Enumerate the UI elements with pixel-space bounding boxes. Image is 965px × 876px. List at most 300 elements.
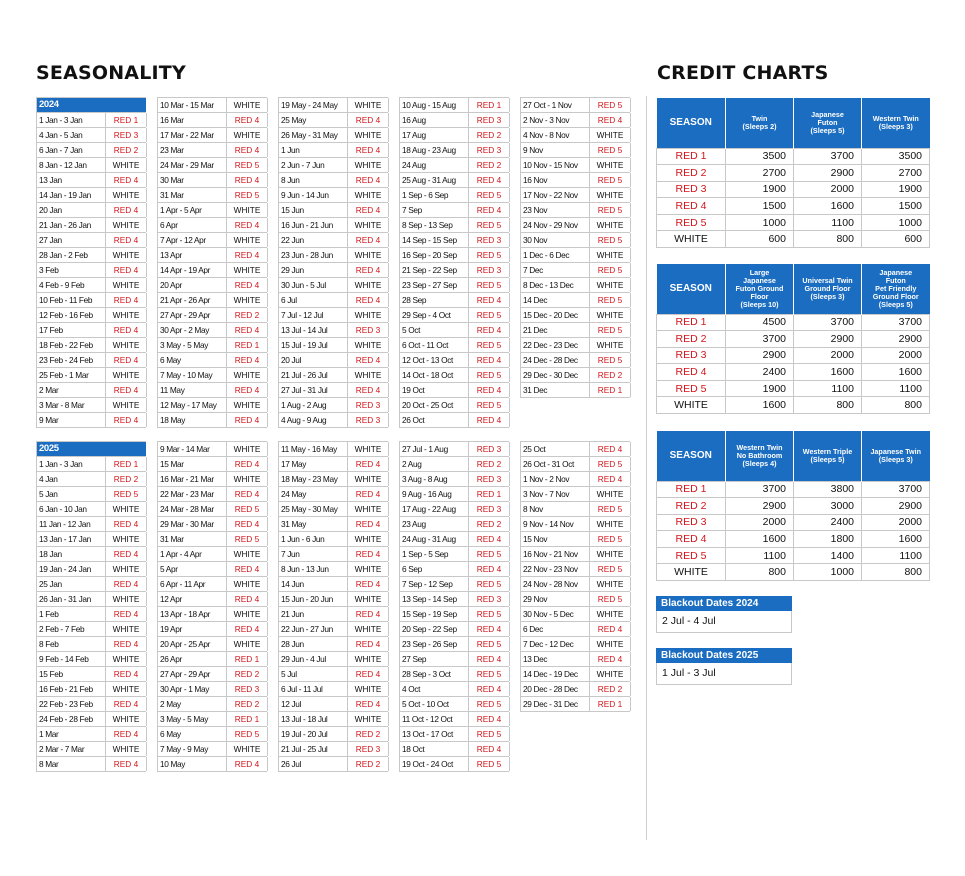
date-range: 19 Jan - 24 Jan [37,562,106,576]
season-row [279,413,388,428]
season-row [279,308,388,323]
date-range: 8 Mar [37,757,106,771]
date-range: 6 May [158,727,227,741]
credit-value: 1600 [726,531,794,548]
season-label: RED 1 [657,148,726,165]
room-type-line: Western Twin [736,442,783,452]
season-label: RED 2 [469,517,510,531]
season-label: WHITE [590,547,631,561]
season-label: RED 4 [227,353,268,367]
season-label: WHITE [227,368,268,382]
season-row [37,637,146,652]
date-range: 1 Jun - 6 Jun [279,532,348,546]
date-range: 1 Aug - 2 Aug [279,398,348,412]
season-row [521,562,630,577]
season-row [400,472,509,487]
season-label: RED 4 [348,263,389,277]
season-row [279,727,388,742]
season-row [158,757,267,772]
date-range: 24 Nov - 28 Nov [521,577,590,591]
season-label: WHITE [590,577,631,591]
season-row [521,308,630,323]
season-label: WHITE [590,248,631,262]
season-label: RED 4 [227,413,268,427]
date-range: 13 Jan - 17 Jan [37,532,106,546]
season-row [158,457,267,472]
season-label: RED 2 [657,331,726,348]
date-range: 30 Mar [158,173,227,187]
date-range: 24 Mar - 29 Mar [158,158,227,172]
season-label: RED 1 [106,457,147,471]
date-range: 1 Mar [37,727,106,741]
date-range: 3 Nov - 7 Nov [521,487,590,501]
season-row [37,487,146,502]
season-row [400,293,509,308]
season-label: RED 4 [106,697,147,711]
room-type-line: Floor [750,291,769,301]
season-row [158,353,267,368]
date-range: 30 Nov [521,233,590,247]
season-label: RED 3 [469,233,510,247]
room-type-header [862,431,930,481]
date-range: 13 Apr - 18 Apr [158,607,227,621]
season-row [158,472,267,487]
credit-value: 800 [794,231,862,248]
season-column [520,97,630,398]
room-type-line: No Bathroom [736,450,783,460]
season-row [400,308,509,323]
season-label: RED 5 [469,667,510,681]
date-range: 19 Jul - 20 Jul [279,727,348,741]
season-label: RED 4 [106,667,147,681]
season-label: WHITE [590,158,631,172]
credit-value: 3500 [862,148,930,165]
season-label: RED 5 [657,380,726,397]
date-range: 28 Jun [279,637,348,651]
date-range: 15 Jun [279,203,348,217]
date-range: 16 Jun - 21 Jun [279,218,348,232]
date-range: 1 Jun [279,143,348,157]
season-label: WHITE [106,218,147,232]
season-row [158,442,267,457]
date-range: 19 Oct - 24 Oct [400,757,469,771]
season-label: WHITE [348,98,389,112]
season-label: WHITE [590,308,631,322]
season-label: RED 3 [657,181,726,198]
season-label: WHITE [348,712,389,726]
season-row [37,338,146,353]
season-label: WHITE [590,487,631,501]
season-row [521,532,630,547]
date-range: 5 Jul [279,667,348,681]
date-range: 17 Aug - 22 Aug [400,502,469,516]
room-type-line: Ground Floor [804,283,851,293]
season-label: RED 5 [227,158,268,172]
season-label: RED 3 [469,502,510,516]
season-label: RED 5 [590,143,631,157]
season-label: WHITE [348,652,389,666]
season-row [521,98,630,113]
date-range: 17 Aug [400,128,469,142]
credit-value: 600 [862,231,930,248]
season-row [400,263,509,278]
season-row [37,278,146,293]
season-row [37,398,146,413]
season-row [158,98,267,113]
date-range: 30 Apr - 2 May [158,323,227,337]
room-type-line: Futon [817,117,838,127]
date-range: 20 Jul [279,353,348,367]
date-range: 18 Jan [37,547,106,561]
credit-row [657,481,930,498]
date-range: 6 Sep [400,562,469,576]
season-label: RED 2 [227,697,268,711]
season-row [37,323,146,338]
season-label: RED 2 [657,498,726,515]
season-row [279,398,388,413]
date-range: 14 Dec - 19 Dec [521,667,590,681]
season-label: RED 4 [469,413,510,427]
season-label: RED 5 [469,547,510,561]
credit-value: 1400 [794,547,862,564]
credit-value: 3700 [726,481,794,498]
season-row [37,607,146,622]
season-label: WHITE [227,472,268,486]
season-row [279,607,388,622]
season-row [158,413,267,428]
season-row [400,353,509,368]
credit-value: 3700 [726,331,794,348]
season-row [521,487,630,502]
date-range: 28 Sep [400,293,469,307]
season-row [400,368,509,383]
room-type-line: Pet Friendly [875,283,917,293]
date-range: 29 Nov [521,592,590,606]
room-type-line: Ground Floor [872,291,919,301]
date-range: 2 Feb - 7 Feb [37,622,106,636]
date-range: 17 Mar - 22 Mar [158,128,227,142]
date-range: 4 Jan - 5 Jan [37,128,106,142]
date-range: 29 Jun [279,263,348,277]
season-label: RED 4 [106,323,147,337]
season-row [158,547,267,562]
date-range: 6 Oct - 11 Oct [400,338,469,352]
season-column [278,441,388,772]
room-type-header [726,431,794,481]
credit-value: 1100 [726,547,794,564]
season-label: RED 4 [469,203,510,217]
season-label: RED 2 [106,472,147,486]
season-label: RED 4 [227,278,268,292]
season-label: WHITE [106,682,147,696]
season-column [520,441,630,712]
season-label: RED 4 [348,293,389,307]
season-row [279,233,388,248]
season-row [279,547,388,562]
date-range: 27 Apr - 29 Apr [158,308,227,322]
date-range: 20 Oct - 25 Oct [400,398,469,412]
season-label: RED 4 [106,547,147,561]
season-row [400,323,509,338]
season-label: RED 4 [657,531,726,548]
season-label: RED 4 [590,113,631,127]
season-row [279,472,388,487]
date-range: 15 Jun - 20 Jun [279,592,348,606]
date-range: 19 Oct [400,383,469,397]
credit-value: 2400 [794,514,862,531]
season-row [400,622,509,637]
credit-row [657,364,930,381]
season-row [37,652,146,667]
season-label: RED 1 [227,338,268,352]
credit-value: 3700 [862,481,930,498]
date-range: 6 May [158,353,227,367]
season-label: RED 3 [469,472,510,486]
date-range: 3 Feb [37,263,106,277]
season-label: RED 4 [106,263,147,277]
credit-value: 1800 [794,531,862,548]
season-column-header: SEASON [657,98,726,148]
date-range: 1 Sep - 6 Sep [400,188,469,202]
season-label: WHITE [106,158,147,172]
date-range: 1 Nov - 2 Nov [521,472,590,486]
date-range: 20 Sep - 22 Sep [400,622,469,636]
date-range: 9 Jun - 14 Jun [279,188,348,202]
season-label: RED 3 [106,128,147,142]
season-label: WHITE [590,517,631,531]
season-label: WHITE [657,564,726,581]
date-range: 25 Aug - 31 Aug [400,173,469,187]
credit-value: 1000 [862,214,930,231]
date-range: 24 Feb - 28 Feb [37,712,106,726]
season-label: RED 5 [469,308,510,322]
season-row [400,383,509,398]
date-range: 13 Jan [37,173,106,187]
season-label: RED 5 [227,502,268,516]
credit-value: 2900 [794,331,862,348]
season-row [521,113,630,128]
season-row [37,727,146,742]
season-row [521,652,630,667]
season-label: RED 4 [106,607,147,621]
season-label: RED 4 [469,173,510,187]
season-label: RED 5 [227,532,268,546]
season-row [521,263,630,278]
season-row [521,637,630,652]
season-row [37,712,146,727]
credit-row [657,148,930,165]
season-row [400,338,509,353]
season-row [400,278,509,293]
credit-value: 2000 [726,514,794,531]
season-label: WHITE [348,128,389,142]
date-range: 24 Nov - 29 Nov [521,218,590,232]
season-row [158,143,267,158]
room-type-header [794,431,862,481]
season-label: RED 1 [590,697,631,711]
date-range: 13 Sep - 14 Sep [400,592,469,606]
season-label: RED 4 [227,457,268,471]
date-range: 17 Feb [37,323,106,337]
season-column [399,441,509,772]
season-label: RED 2 [469,128,510,142]
season-label: RED 4 [227,592,268,606]
season-label: RED 4 [227,757,268,771]
date-range: 1 Feb [37,607,106,621]
date-range: 1 Apr - 4 Apr [158,547,227,561]
season-label: RED 4 [227,622,268,636]
date-range: 6 Apr [158,218,227,232]
season-label: WHITE [106,592,147,606]
season-label: WHITE [106,742,147,756]
season-label: RED 3 [469,263,510,277]
date-range: 18 Feb - 22 Feb [37,338,106,352]
date-range: 25 Oct [521,442,590,456]
season-label: RED 3 [469,442,510,456]
credit-value: 800 [862,564,930,581]
date-range: 16 Sep - 20 Sep [400,248,469,262]
season-row [158,517,267,532]
credit-value: 2000 [794,181,862,198]
date-range: 26 Apr [158,652,227,666]
season-label: WHITE [106,278,147,292]
credit-row [657,514,930,531]
season-label: RED 3 [227,682,268,696]
date-range: 7 Dec - 12 Dec [521,637,590,651]
season-label: RED 3 [469,143,510,157]
date-range: 29 Sep - 4 Oct [400,308,469,322]
season-row [521,368,630,383]
season-label: RED 5 [590,323,631,337]
season-row [158,323,267,338]
season-label: RED 5 [469,278,510,292]
season-label: RED 4 [348,233,389,247]
season-label: WHITE [657,397,726,414]
season-label: RED 3 [657,514,726,531]
credit-value: 1500 [726,198,794,215]
season-label: RED 5 [469,338,510,352]
date-range: 11 May - 16 May [279,442,348,456]
season-row [400,502,509,517]
room-type-header [862,98,930,148]
credit-value: 1100 [862,380,930,397]
season-row [400,667,509,682]
season-row [400,128,509,143]
season-label: RED 2 [227,308,268,322]
date-range: 1 Jan - 3 Jan [37,113,106,127]
date-range: 3 Mar - 8 Mar [37,398,106,412]
date-range: 16 Nov - 21 Nov [521,547,590,561]
season-label: WHITE [348,682,389,696]
season-column [157,97,267,428]
season-label: WHITE [348,248,389,262]
season-row [400,592,509,607]
season-column [157,441,267,772]
date-range: 1 Jan - 3 Jan [37,457,106,471]
season-label: WHITE [348,338,389,352]
room-type-line: (Sleeps 2) [742,121,777,131]
date-range: 12 Jul [279,697,348,711]
season-row [158,652,267,667]
season-label [106,442,147,456]
season-row [158,308,267,323]
season-label: RED 2 [348,727,389,741]
season-row [158,383,267,398]
date-range: 2 Mar - 7 Mar [37,742,106,756]
room-type-line: Large [749,267,770,277]
season-row [279,263,388,278]
season-label: RED 1 [657,481,726,498]
credit-row [657,165,930,182]
date-range: 16 Mar [158,113,227,127]
season-label: RED 4 [348,383,389,397]
date-range: 7 Jul - 12 Jul [279,308,348,322]
season-row [400,547,509,562]
credit-value: 1600 [726,397,794,414]
season-row [400,218,509,233]
season-label: WHITE [227,98,268,112]
season-row [279,173,388,188]
date-range: 15 Dec - 20 Dec [521,308,590,322]
season-row [158,607,267,622]
season-label: WHITE [348,188,389,202]
room-type-line: (Sleeps 10) [740,299,779,309]
date-range: 20 Dec - 28 Dec [521,682,590,696]
date-range: 5 Apr [158,562,227,576]
season-row [158,577,267,592]
date-range: 24 Aug [400,158,469,172]
credit-value: 3500 [726,148,794,165]
season-row [158,742,267,757]
date-range: 2 Aug [400,457,469,471]
season-label: RED 4 [106,233,147,247]
season-label: RED 4 [657,198,726,215]
date-range: 22 Jun [279,233,348,247]
season-label: RED 1 [657,314,726,331]
season-row [279,338,388,353]
season-row [521,353,630,368]
season-row [279,742,388,757]
credit-value: 3700 [794,148,862,165]
date-range: 28 Jan - 2 Feb [37,248,106,262]
date-range: 26 Jan - 31 Jan [37,592,106,606]
season-row [521,293,630,308]
season-label: WHITE [348,622,389,636]
date-range: 9 Nov [521,143,590,157]
season-label: RED 1 [227,712,268,726]
season-row [521,667,630,682]
season-label: RED 5 [590,263,631,277]
date-range: 23 Mar [158,143,227,157]
season-row [37,173,146,188]
season-row [158,622,267,637]
date-range: 31 May [279,517,348,531]
season-label: RED 4 [227,218,268,232]
season-label: RED 2 [348,757,389,771]
credit-value: 4500 [726,314,794,331]
credit-value: 800 [794,397,862,414]
season-label: RED 4 [106,203,147,217]
season-row [37,622,146,637]
season-label: RED 3 [469,592,510,606]
date-range: 4 Nov - 8 Nov [521,128,590,142]
season-row [279,517,388,532]
season-label: RED 4 [348,667,389,681]
season-label: RED 4 [469,682,510,696]
season-label: WHITE [348,592,389,606]
season-label: RED 3 [348,413,389,427]
season-label: RED 4 [106,383,147,397]
